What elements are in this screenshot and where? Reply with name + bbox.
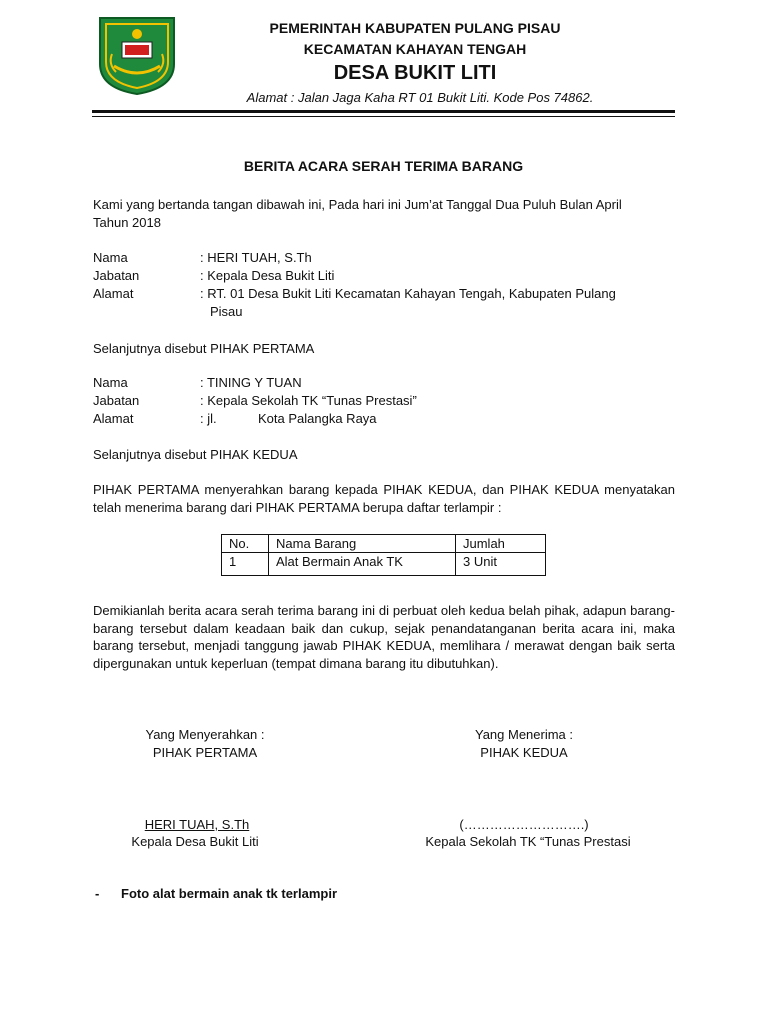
intro-line-1: Kami yang bertanda tangan dibawah ini, Pada hari ini Jum’at Tanggal Dua Puluh Bulan April [93, 197, 622, 212]
party1-name: : HERI TUAH, S.Th [200, 250, 312, 265]
party1-name-label: Nama [93, 250, 128, 265]
header-government: PEMERINTAH KABUPATEN PULANG PISAU [269, 20, 561, 36]
document-title: BERITA ACARA SERAH TERIMA BARANG [243, 158, 524, 174]
sig-left-position: Kepala Desa Bukit Liti [131, 834, 259, 849]
party1-position-label: Jabatan [93, 268, 140, 283]
sig-left-name: HERI TUAH, S.Th [144, 817, 250, 832]
sig-left-party: PIHAK PERTAMA [152, 745, 258, 760]
items-table [221, 534, 546, 576]
header-divider-thick [92, 110, 675, 113]
party2-name: : TINING Y TUAN [200, 375, 302, 390]
party1-position: : Kepala Desa Bukit Liti [200, 268, 335, 283]
party1-address: : RT. 01 Desa Bukit Liti Kecamatan Kahayan Tengah, Kabupaten Pulang [200, 286, 616, 301]
table-row [222, 553, 546, 576]
sig-right-party: PIHAK KEDUA [480, 745, 568, 760]
party2-position-label: Jabatan [93, 393, 140, 408]
sig-right-name: (……………………….) [459, 817, 589, 832]
party1-designation: Selanjutnya disebut PIHAK PERTAMA [93, 341, 315, 356]
sig-right-position: Kepala Sekolah TK “Tunas Prestasi [425, 834, 631, 849]
party2-name-label: Nama [93, 375, 128, 390]
party2-address-city: Kota Palangka Raya [258, 411, 377, 426]
party1-address-cont: Pisau [210, 304, 243, 319]
table-header-cell: Jumlah [456, 535, 546, 553]
attachment-bullet: - [95, 886, 100, 901]
table-header-cell: Nama Barang [269, 535, 456, 553]
table-header-row [222, 535, 546, 553]
header-village: DESA BUKIT LITI [333, 62, 497, 84]
table-header-cell: No. [222, 535, 269, 553]
header-address: Alamat : Jalan Jaga Kaha RT 01 Bukit Liti. Kode Pos 74862. [246, 90, 594, 105]
attachment-note: Foto alat bermain anak tk terlampir [121, 886, 338, 901]
sig-left-role: Yang Menyerahkan : [145, 727, 265, 742]
party2-address-prefix: : jl. [200, 411, 217, 426]
intro-line-2: Tahun 2018 [93, 215, 161, 230]
handover-statement: PIHAK PERTAMA menyerahkan barang kepada PIHAK KEDUA, dan PIHAK KEDUA menyatakan telah menerima barang dari PIHAK PERTAMA berupa daftar terlampir : [93, 482, 675, 515]
sig-right-role: Yang Menerima : [474, 727, 574, 742]
header-divider-thin [92, 116, 675, 117]
table-cell: Alat Bermain Anak TK [269, 553, 456, 576]
closing-paragraph: Demikianlah berita acara serah terima barang ini di perbuat oleh kedua belah pihak, adapun barang-barang tersebut dalam keadaan baik dan cukup, sejak penandatanganan berita acara ini, maka barang tersebut, menjadi tanggung jawab PIHAK KEDUA, memlihara / merawat dengan baik serta dipergunakan untuk keperluan (tempat dimana barang itu dibutuhkan). [93, 603, 675, 671]
party2-address-label: Alamat [93, 411, 134, 426]
table-cell: 1 [222, 553, 269, 576]
party2-position: : Kepala Sekolah TK “Tunas Prestasi” [200, 393, 417, 408]
party2-designation: Selanjutnya disebut PIHAK KEDUA [93, 447, 298, 462]
header-district: KECAMATAN KAHAYAN TENGAH [303, 41, 527, 57]
regency-crest-icon [92, 14, 182, 96]
party1-address-label: Alamat [93, 286, 134, 301]
table-cell: 3 Unit [456, 553, 546, 576]
